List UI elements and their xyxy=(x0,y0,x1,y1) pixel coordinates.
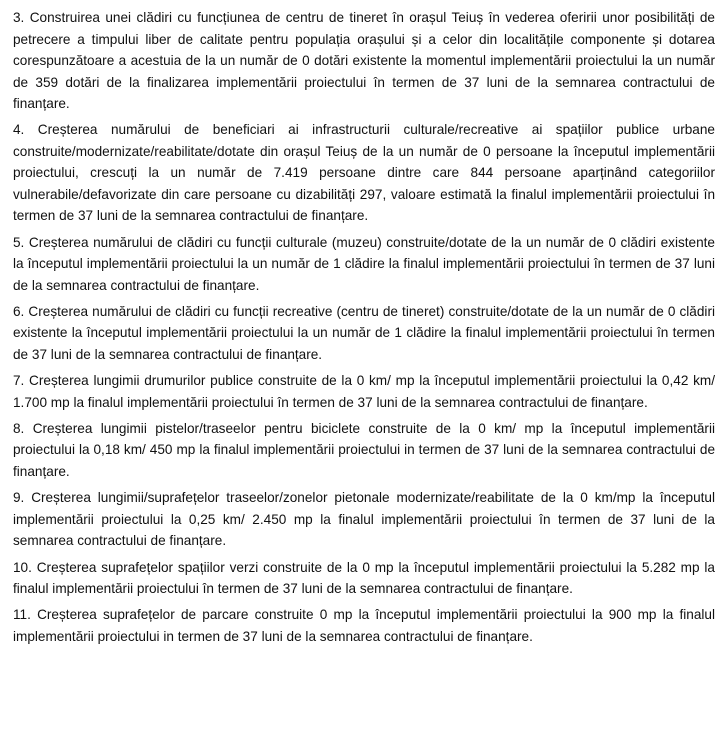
paragraph-item-3: 3. Construirea unei clădiri cu funcțiunea de centru de tineret în orașul Teiuș în vederea oferirii unor posibilități de petrecere a timpului liber de calitate pentru populația orașului și a celor din localitățile componente și dotarea corespunzătoare a acestuia de la un număr de 0 dotări existente la momentul implementării proiectului la un număr de 359 dotări de la finalizarea implementării proiectului în termen de 37 luni de la semnarea contractului de finanțare. xyxy=(13,10,715,111)
paragraph-item-11: 11. Creșterea suprafețelor de parcare construite 0 mp la începutul implementării proiectului la 900 mp la finalul implementării proiectului in termen de 37 luni de la semnarea contractului de finanțare. xyxy=(13,607,715,644)
paragraph-item-4: 4. Creșterea numărului de beneficiari ai infrastructurii culturale/recreative ai spațiilor publice urbane construite/modernizate/reabilitate/dotate din orașul Teiuș de la un număr de 0 persoane la începutul implementării proiectului, crescuți la un număr de 7.419 persoane dintre care 844 persoane aparținând categoriilor vulnerabile/defavorizate din care persoane cu dizabilități 297, valoare estimată la finalul implementării proiectului în termen de 37 luni de la semnarea contractului de finanțare. xyxy=(13,122,715,224)
paragraph-item-5: 5. Creșterea numărului de clădiri cu funcții culturale (muzeu) construite/dotate de la un număr de 0 clădiri existente la începutul implementării proiectului la un număr de 1 clădire la finalul implementării proiectului în termen de 37 luni de la semnarea contractului de finanțare. xyxy=(13,234,715,293)
paragraph-item-9: 9. Creșterea lungimii/suprafețelor traseelor/zonelor pietonale modernizate/reabilitate de la 0 km/mp la începutul implementării proiectului la 0,25 km/ 2.450 mp la finalul implementării proiectului în termen de 37 luni de la semnarea contractului de finanțare. xyxy=(13,490,715,549)
paragraph-item-8: 8. Creșterea lungimii pistelor/traseelor pentru biciclete construite de la 0 km/ mp la începutul implementării proiectului la 0,18 km/ 450 mp la finalul implementării proiectului in termen de 37 luni de la semnarea contractului de finanțare. xyxy=(13,420,715,479)
paragraph-item-6: 6. Creșterea numărului de clădiri cu funcții recreative (centru de tineret) construite/dotate de la un număr de 0 clădiri existente la începutul implementării proiectului la un număr de 1 clădire la finalul implementării proiectului în termen de 37 luni de la semnarea contractului de finanțare. xyxy=(13,303,715,362)
paragraph-item-10: 10. Creșterea suprafețelor spațiilor verzi construite de la 0 mp la începutul implementării proiectului la 5.282 mp la finalul implementării proiectului în termen de 37 luni de la semnarea contractului de finanțare. xyxy=(13,559,715,597)
paragraph-item-7: 7. Creșterea lungimii drumurilor publice construite de la 0 km/ mp la începutul implementării proiectului la 0,42 km/ 1.700 mp la finalul implementării proiectului în termen de 37 luni de la semnarea contractului de finanțare. xyxy=(13,373,715,410)
